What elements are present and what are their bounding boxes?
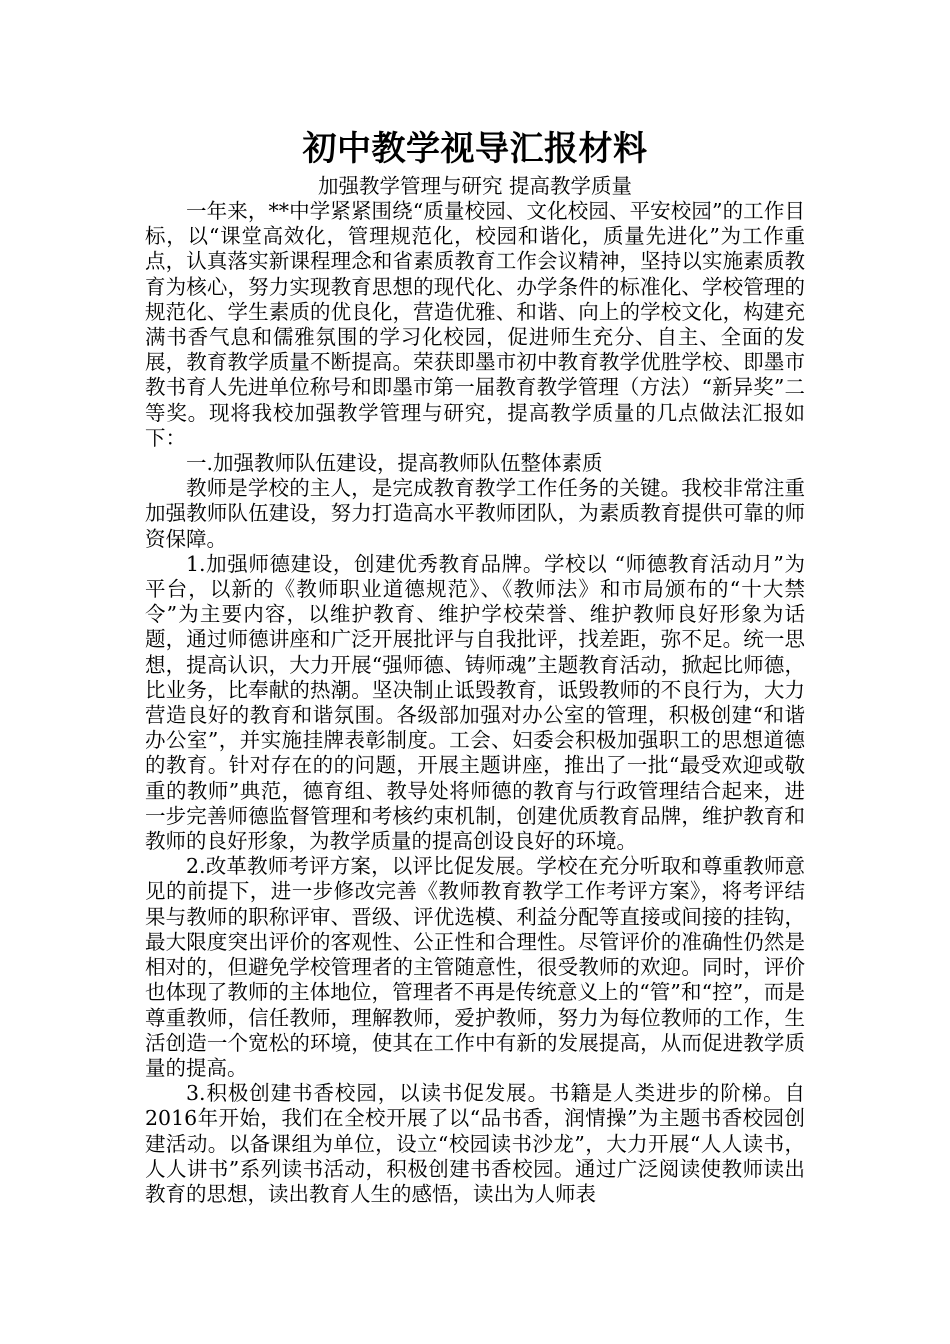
intro-paragraph: 一年来，**中学紧紧围绕“质量校园、文化校园、平安校园”的工作目标，以“课堂高效化，管理规范化，校园和谐化，质量先进化”为工作重点，认真落实新课程理念和省素质教育工作会议精神，坚持以实施素质教育为核心，努力实现教育思想的现代化、办学条件的标准化、学校管理的规范化、学生素质的优良化，营造优雅、和谐、向上的学校文化，构建充满书香气息和儒雅氛围的学习化校园，促进师生充分、自主、全面的发展，教育教学质量不断提高。荣获即墨市初中教育教学优胜学校、即墨市教书育人先进单位称号和即墨市第一届教育教学管理（方法）“新异奖”二等奖。现将我校加强教学管理与研究，提高教学质量的几点做法汇报如下：: [145, 199, 805, 450]
item-3-paragraph: 3.积极创建书香校园，以读书促发展。书籍是人类进步的阶梯。自2016年开始，我们在全校开展了以“品书香，润情操”为主题书香校园创建活动。以备课组为单位，设立“校园读书沙龙”，大力开展“人人读书，人人讲书”系列读书活动，积极创建书香校园。通过广泛阅读使教师读出教育的思想，读出教育人生的感悟，读出为人师表: [145, 1081, 805, 1206]
section-1-intro-paragraph: 教师是学校的主人，是完成教育教学工作任务的关键。我校非常注重加强教师队伍建设，努力打造高水平教师团队，为素质教育提供可靠的师资保障。: [145, 476, 805, 551]
document-subtitle: 加强教学管理与研究 提高教学质量: [317, 174, 632, 198]
item-1-paragraph: 1.加强师德建设，创建优秀教育品牌。学校以 “师德教育活动月”为平台，以新的《教师职业道德规范》、《教师法》和市局颁布的“十大禁令”为主要内容，以维护教育、维护学校荣誉、维护教师良好形象为话题，通过师德讲座和广泛开展批评与自我批评，找差距，弥不足。统一思想，提高认识，大力开展“强师德、铸师魂”主题教育活动，掀起比师德，比业务，比奉献的热潮。坚决制止诋毁教育，诋毁教师的不良行为，大力营造良好的教育和谐氛围。各级部加强对办公室的管理，积极创建“和谐办公室”，并实施挂牌表彰制度。工会、妇委会积极加强职工的思想道德的教育。针对存在的的问题，开展主题讲座，推出了一批“最受欢迎或敬重的教师”典范，德育组、教导处将师德的教育与行政管理结合起来，进一步完善师德监督管理和考核约束机制，创建优质教育品牌，维护教育和教师的良好形象，为教学质量的提高创设良好的环境。: [145, 551, 805, 854]
document-title: 初中教学视导汇报材料: [302, 129, 648, 169]
item-2-paragraph: 2.改革教师考评方案，以评比促发展。学校在充分听取和尊重教师意见的前提下，进一步修改完善《教师教育教学工作考评方案》，将考评结果与教师的职称评审、晋级、评优选模、利益分配等直接或间接的挂钩，最大限度突出评价的客观性、公正性和合理性。尽管评价的准确性仍然是相对的，但避免学校管理者的主管随意性，很受教师的欢迎。同时，评价也体现了教师的主体地位，管理者不再是传统意义上的“管”和“控”，而是尊重教师，信任教师，理解教师，爱护教师，努力为每位教师的工作，生活创造一个宽松的环境，使其在工作中有新的发展提高，从而促进教学质量的提高。: [145, 854, 805, 1080]
document-body: [145, 124, 805, 1207]
section-heading-1: 一.加强教师队伍建设，提高教师队伍整体素质: [186, 451, 603, 476]
